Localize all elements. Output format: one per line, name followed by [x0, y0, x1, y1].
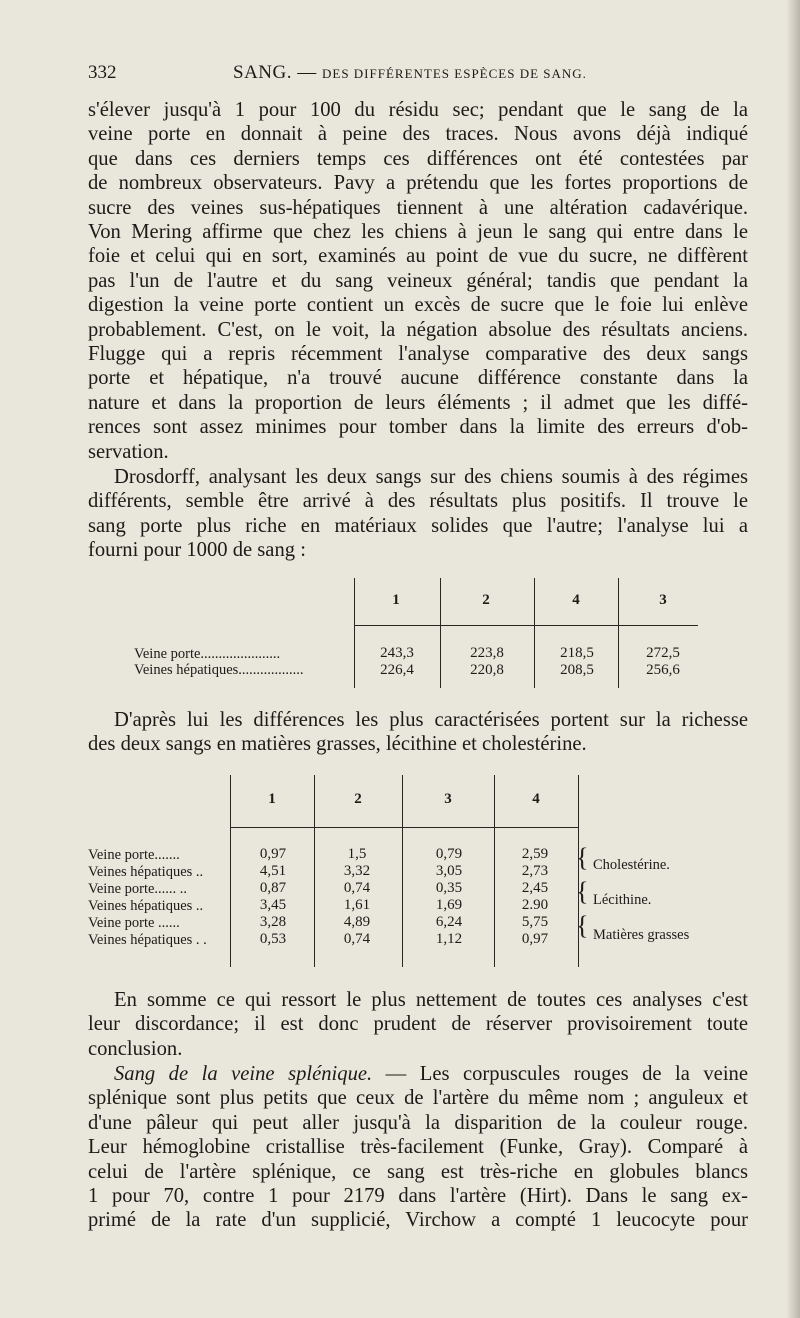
page-edge-shadow	[786, 0, 800, 1318]
table-cell: 223,8	[470, 645, 504, 661]
group-label: Cholestérine.	[593, 857, 670, 873]
column-rule	[230, 775, 231, 967]
column-rule	[402, 775, 403, 967]
header-rule	[230, 827, 578, 828]
column-header: 3	[444, 791, 452, 807]
table-cell: 3,28	[259, 914, 287, 930]
row-label: Veine porte......................	[134, 646, 281, 662]
text-line: celui de l'artère splénique, ce sang est très-riche en globules blancs	[88, 1160, 748, 1183]
table-cell: 1,61	[343, 897, 371, 913]
text-line: d'une pâleur qui peut aller jusqu'à la disparition de la couleur rouge.	[88, 1111, 748, 1134]
table-drosdorff-solids	[88, 578, 748, 688]
paragraph-1	[88, 98, 748, 464]
table-cell: 1,69	[435, 897, 463, 913]
table-cell: 0,79	[435, 846, 463, 862]
table-cell: 208,5	[560, 662, 594, 678]
column-rule	[440, 578, 441, 688]
table-cell: 4,51	[259, 863, 287, 879]
column-rule	[534, 578, 535, 688]
text-line: D'après lui les différences les plus caractérisées portent sur la richesse	[114, 709, 748, 731]
paragraph-5	[88, 1062, 748, 1233]
table-cell: 2,45	[521, 880, 549, 896]
text-line: leur discordance; il est donc prudent de réserver provisoirement toute	[88, 1013, 748, 1036]
column-rule	[314, 775, 315, 967]
column-header: 3	[659, 592, 667, 608]
text-line: veine porte en donnait à peine des traces. Nous avons déjà indiqué	[88, 123, 748, 146]
text-line: fourni pour 1000 de sang :	[88, 539, 306, 562]
running-title	[233, 62, 587, 84]
table-cell: 2.90	[521, 897, 549, 913]
table-cell: 3,05	[435, 863, 463, 879]
table-cell: 226,4	[380, 662, 414, 678]
table-cell: 243,3	[380, 645, 414, 661]
brace-glyph: {	[576, 843, 589, 872]
column-rule	[494, 775, 495, 967]
text-line: digestion la veine porte contient un excès de sucre que le foie lui enlève	[88, 294, 748, 317]
table-cell: 0,97	[259, 846, 287, 862]
text-line: de nombreux observateurs. Pavy a prétendu que les fortes proportions de	[88, 172, 748, 195]
text-line: splénique sont plus petits que ceux de l'artère du même nom ; anguleux et	[88, 1087, 748, 1110]
group-label: Lécithine.	[593, 892, 652, 908]
table-cell: 256,6	[646, 662, 680, 678]
text-line: nature et dans la proportion de leurs éléments ; il admet que les diffé-	[88, 391, 748, 414]
column-header: 4	[532, 791, 540, 807]
table-cell: 0,97	[521, 931, 549, 947]
table-cell: 5,75	[521, 914, 549, 930]
text-line: servation.	[88, 440, 169, 463]
table-cell: 3,32	[343, 863, 371, 879]
column-rule	[354, 578, 355, 688]
text-line: Flugge qui a repris récemment l'analyse comparative des deux sangs	[88, 343, 748, 366]
table-cell: 220,8	[470, 662, 504, 678]
row-label: Veines hépatiques . .	[88, 932, 207, 948]
table-cell: 0,35	[435, 880, 463, 896]
paragraph-4	[88, 988, 748, 1061]
table-cell: 2,59	[521, 846, 549, 862]
brace-glyph: {	[576, 911, 589, 940]
text-line: 1 pour 70, contre 1 pour 2179 dans l'artère (Hirt). Dans le sang ex-	[88, 1185, 748, 1208]
column-header: 1	[392, 592, 400, 608]
table-cell: 2,73	[521, 863, 549, 879]
brace-glyph: {	[576, 877, 589, 906]
row-label: Veine porte ......	[88, 915, 180, 931]
text-line: des deux sangs en matières grasses, lécithine et cholestérine.	[88, 733, 587, 756]
column-header: 2	[354, 791, 362, 807]
table-cell: 0,74	[343, 880, 371, 896]
text-line: pas l'un de l'autre et du sang veineux général; tandis que pendant la	[88, 269, 748, 292]
row-label: Veine porte.......	[88, 847, 180, 863]
text-line: Drosdorff, analysant les deux sangs sur des chiens soumis à des régimes	[114, 466, 748, 488]
paragraph-3	[88, 708, 748, 757]
running-header	[88, 62, 748, 88]
text-line: Leur hémoglobine cristallise très-facilement (Funke, Gray). Comparé à	[88, 1136, 748, 1159]
column-header: 4	[572, 592, 580, 608]
text-line: rences sont assez minimes pour tomber dans la limite des erreurs d'ob-	[88, 416, 748, 439]
text-line: conclusion.	[88, 1037, 183, 1060]
column-header: 2	[482, 592, 490, 608]
table-cell: 3,45	[259, 897, 287, 913]
paragraph-2	[88, 465, 748, 563]
table-fats-lecithin-cholesterin	[88, 775, 748, 970]
running-title-main: SANG. —	[233, 62, 317, 83]
text-line: s'élever jusqu'à 1 pour 100 du résidu sec; pendant que le sang de la	[88, 99, 748, 121]
text-line: foie et celui qui en sort, examinés au point de vue du sucre, ne diffèrent	[88, 245, 748, 268]
text-line: porte et hépatique, n'a trouvé aucune différence constante dans la	[88, 367, 748, 390]
text-line	[88, 1062, 748, 1086]
row-label: Veines hépatiques ..	[88, 864, 204, 880]
table-cell: 272,5	[646, 645, 680, 661]
row-label: Veine porte...... ..	[88, 881, 188, 897]
text-line: différents, semble être arrivé à des résultats plus positifs. Il trouve le	[88, 490, 748, 513]
text-line: sang porte plus riche en matériaux solides que l'autre; l'analyse lui a	[88, 514, 748, 537]
table-cell: 0,53	[259, 931, 287, 947]
text-line: sucre des veines sus-hépatiques tiennent à une altération cadavérique.	[88, 196, 748, 219]
column-header: 1	[268, 791, 276, 807]
table-cell: 0,87	[259, 880, 287, 896]
column-rule	[618, 578, 619, 688]
text-line: Von Mering affirme que chez les chiens à jeun le sang qui entre dans le	[88, 221, 748, 244]
table-cell: 1,12	[435, 931, 463, 947]
page-number: 332	[88, 62, 117, 83]
text-line: probablement. C'est, on le voit, la négation absolue des résultats anciens.	[88, 318, 748, 341]
text-fragment: — Les corpuscules rouges de la veine	[372, 1063, 748, 1085]
table-cell: 218,5	[560, 645, 594, 661]
header-rule	[354, 625, 698, 626]
table-cell: 1,5	[347, 846, 367, 862]
group-label: Matières grasses	[593, 927, 690, 943]
text-line: En somme ce qui ressort le plus nettement de toutes ces analyses c'est	[114, 989, 748, 1011]
row-label: Veines hépatiques..................	[134, 662, 304, 678]
row-label: Veines hépatiques ..	[88, 898, 204, 914]
section-heading: Sang de la veine splénique.	[114, 1063, 373, 1085]
table-cell: 0,74	[343, 931, 371, 947]
table-cell: 4,89	[343, 914, 371, 930]
text-line: que dans ces derniers temps ces différences ont été contestées par	[88, 147, 748, 170]
table-cell: 6,24	[435, 914, 463, 930]
running-title-sub: DES DIFFÉRENTES ESPÈCES DE SANG.	[321, 66, 587, 81]
text-line: primé de la rate d'un supplicié, Virchow a compté 1 leucocyte pour	[88, 1209, 748, 1232]
